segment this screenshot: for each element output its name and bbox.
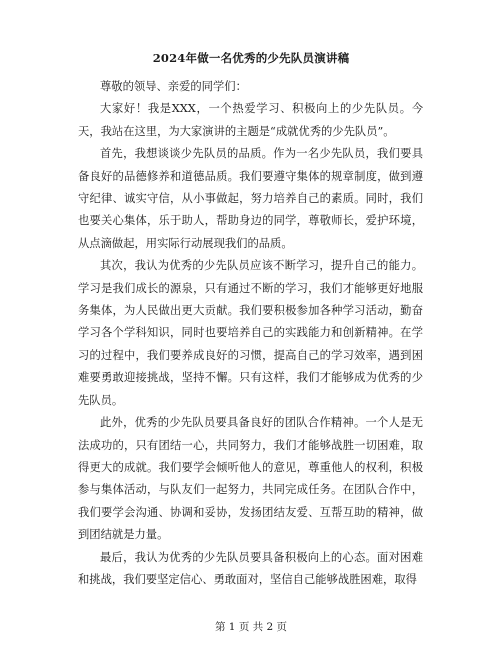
document-body xyxy=(78,76,423,591)
document-title: 2024年做一名优秀的少先队员演讲稿 xyxy=(152,51,350,65)
paragraph-attitude: 最后，我认为优秀的少先队员要具备积极向上的心态。面对困难和挑战，我们要坚定信心、勇敢面对，坚信自己能够战胜困难，取得 xyxy=(78,550,423,586)
page-number-footer: 第 1 页 共 2 页 xyxy=(214,621,288,633)
paragraph-teamwork: 此外，优秀的少先队员要具备良好的团队合作精神。一个人是无法成功的，只有团结一心，共同努力，我们才能够战胜一切困难，取得更大的成就。我们要学会倾听他人的意见，尊重他人的权利，积极参与集体活动，与队友们一起努力，共同完成任务。在团队合作中，我们要学会沟通、协调和妥协，发扬团结友爱、互帮互助的精神，做到团结就是力量。 xyxy=(78,416,423,542)
paragraph-quality: 首先，我想谈谈少先队员的品质。作为一名少先队员，我们要具备良好的品德修养和道德品质。我们要遵守集体的规章制度，做到遵守纪律、诚实守信，从小事做起，努力培养自己的素质。同时，我们也要关心集体，乐于助人，帮助身边的同学，尊敬师长，爱护环境，从点滴做起，用实际行动展现我们的品质。 xyxy=(78,147,423,250)
paragraph-salutation: 尊敬的领导、亲爱的同学们： xyxy=(100,80,247,93)
paragraph-learning: 其次，我认为优秀的少先队员应该不断学习，提升自己的能力。学习是我们成长的源泉，只有通过不断的学习，我们才能够更好地服务集体，为人民做出更大贡献。我们要积极参加各种学习活动，勤奋学习各个学科知识，同时也要培养自己的实践能力和创新精神。在学习的过程中，我们要养成良好的习惯，提高自己的学习效率，遇到困难要勇敢迎接挑战，坚持不懈。只有这样，我们才能够成为优秀的少先队员。 xyxy=(78,259,423,407)
paragraph-intro: 大家好！我是XXX，一个热爱学习、积极向上的少先队员。今天，我站在这里，为大家演讲的主题是“成就优秀的少先队员”。 xyxy=(78,102,423,138)
